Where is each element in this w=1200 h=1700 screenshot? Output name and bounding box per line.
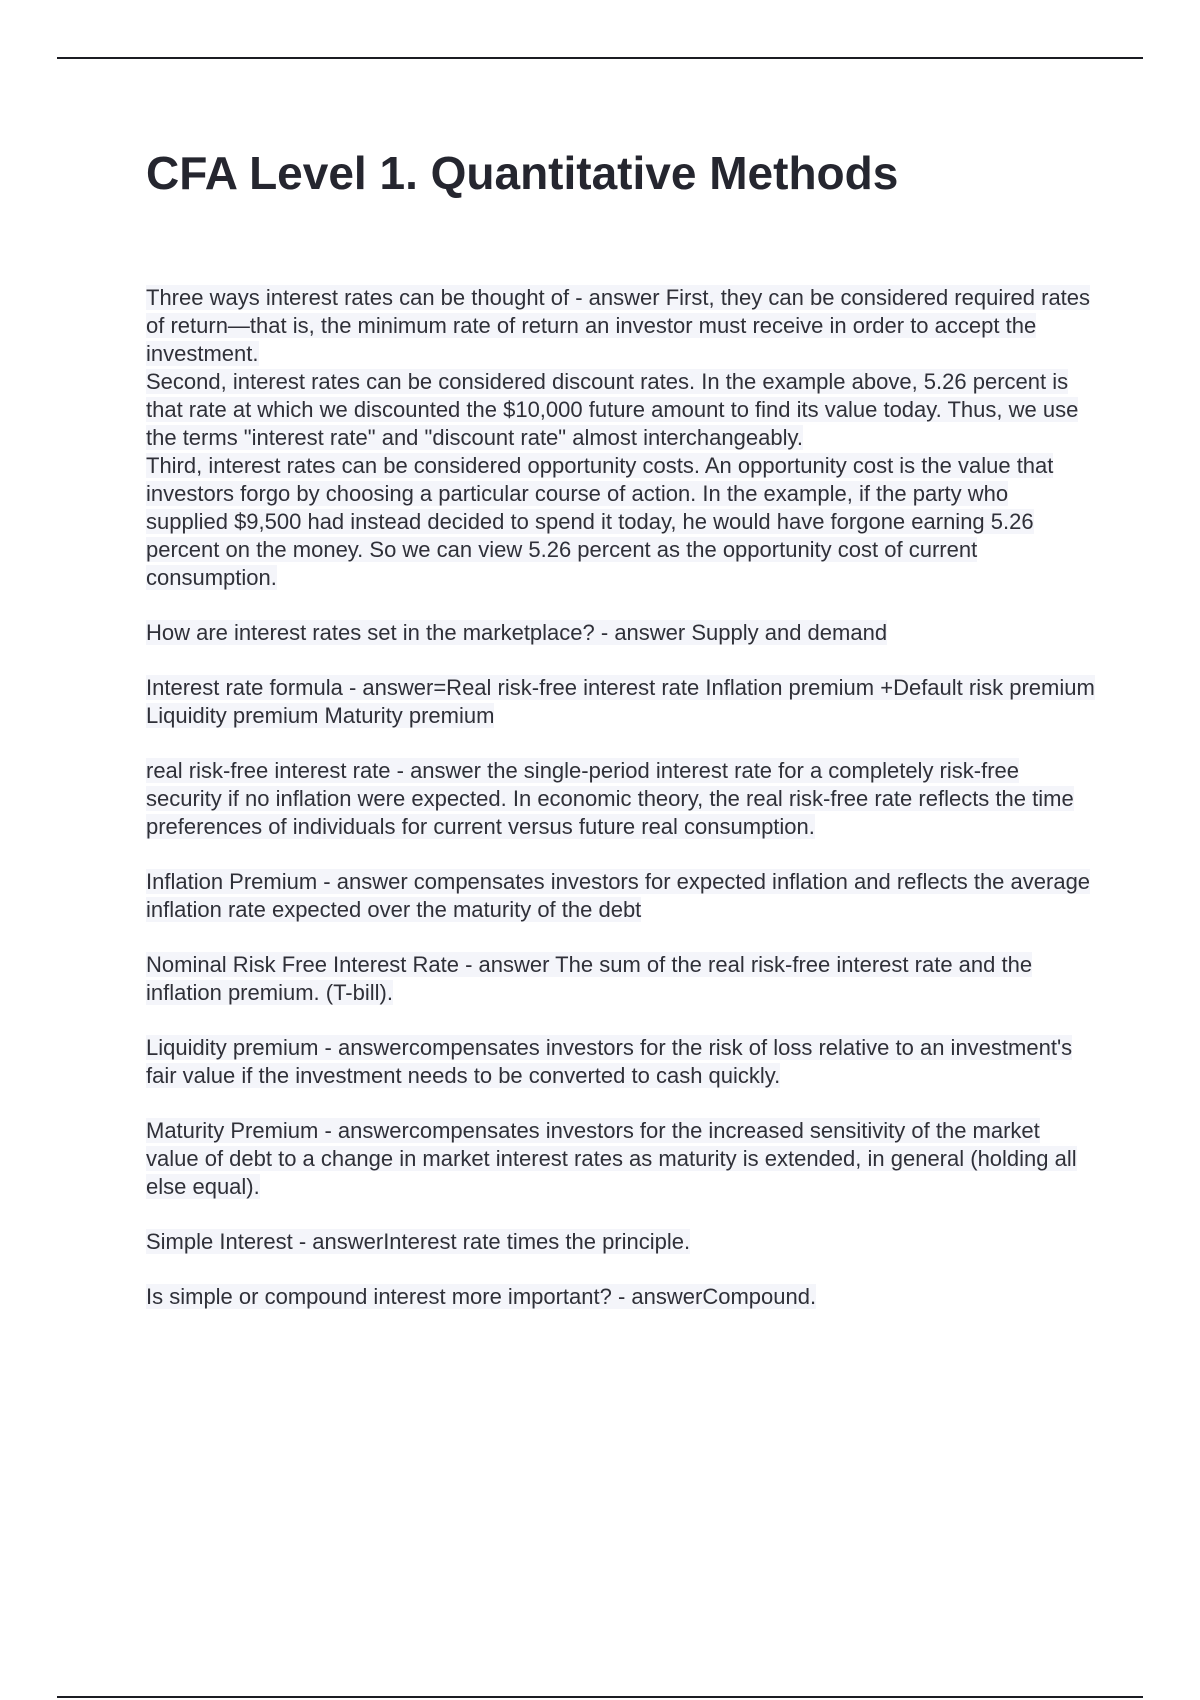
qa-text: Second, interest rates can be considered discount rates. In the example above, 5.26 percent is that rate at which we discounted the $10,000 future amount to find its value today. Thus, we use the terms "interest rate" and "discount rate" almost interchangeably. (146, 369, 1079, 450)
qa-entry (146, 619, 1096, 647)
qa-entry (146, 284, 1096, 592)
qa-entry (146, 1228, 1096, 1256)
qa-text: Liquidity premium - answercompensates investors for the risk of loss relative to an investment's fair value if the investment needs to be converted to cash quickly. (146, 1035, 1073, 1088)
bottom-rule (57, 1696, 1143, 1698)
qa-text: real risk-free interest rate - answer the single-period interest rate for a completely risk-free security if no inflation were expected. In economic theory, the real risk-free rate reflects the time preferences of individuals for current versus future real consumption. (146, 758, 1074, 839)
qa-text: Maturity Premium - answercompensates investors for the increased sensitivity of the market value of debt to a change in market interest rates as maturity is extended, in general (holding all else equal). (146, 1118, 1077, 1199)
qa-entry (146, 1034, 1096, 1090)
qa-entry (146, 674, 1096, 730)
qa-entry (146, 1283, 1096, 1311)
qa-entry (146, 868, 1096, 924)
qa-entry (146, 1117, 1096, 1201)
qa-entry (146, 757, 1096, 841)
qa-text: Interest rate formula - answer=Real risk-free interest rate Inflation premium +Default risk premium Liquidity premium Maturity premium (146, 675, 1095, 728)
qa-entry (146, 951, 1096, 1007)
qa-text: Three ways interest rates can be thought of - answer First, they can be considered required rates of return—that is, the minimum rate of return an investor must receive in order to accept the investment. (146, 285, 1091, 366)
qa-text: Simple Interest - answerInterest rate times the principle. (146, 1229, 691, 1254)
qa-text: Nominal Risk Free Interest Rate - answer The sum of the real risk-free interest rate and the inflation premium. (T-bill). (146, 952, 1033, 1005)
top-rule (57, 57, 1143, 59)
page-title: CFA Level 1. Quantitative Methods (146, 147, 899, 199)
qa-list (146, 284, 1096, 1338)
qa-text: Third, interest rates can be considered opportunity costs. An opportunity cost is the value that investors forgo by choosing a particular course of action. In the example, if the party who supplied $9,500 had instead decided to spend it today, he would have forgone earning 5.26 percent on the money. So we can view 5.26 percent as the opportunity cost of current consumption. (146, 453, 1054, 590)
qa-text: Inflation Premium - answer compensates investors for expected inflation and reflects the average inflation rate expected over the maturity of the debt (146, 869, 1091, 922)
qa-text: Is simple or compound interest more important? - answerCompound. (146, 1284, 817, 1309)
qa-text: How are interest rates set in the marketplace? - answer Supply and demand (146, 620, 888, 645)
